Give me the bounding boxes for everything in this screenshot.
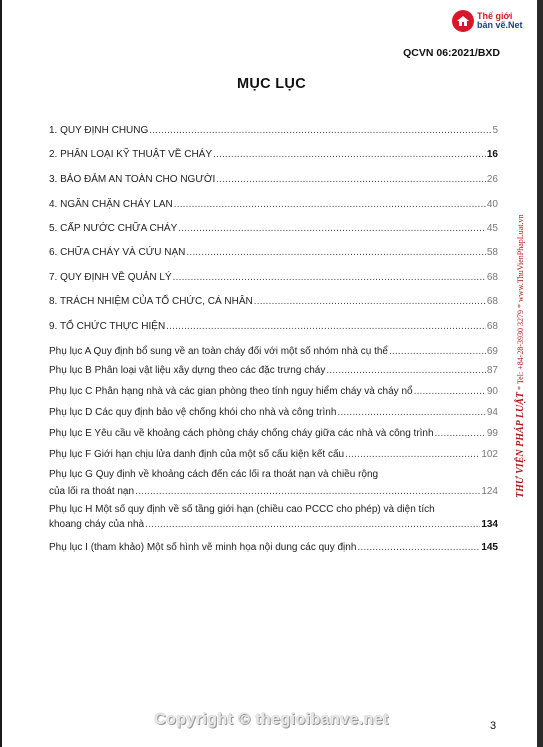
toc-entry[interactable]: Phụ lục B Phân loại vật liệu xây dựng theo các đặc trưng cháy ..... 87 bbox=[49, 364, 498, 378]
logo-line2: bản vẽ.Net bbox=[477, 20, 523, 30]
left-border bbox=[0, 0, 2, 747]
toc-entry[interactable]: Phụ lục D Các quy định bảo vệ chống khói cho nhà và công trình ..... 94 bbox=[49, 406, 498, 420]
logo-line1: Thế giới bbox=[477, 11, 513, 21]
toc-entry[interactable]: Phụ lục C Phân hạng nhà và các gian phòng theo tính nguy hiểm cháy và cháy nổ ..... 90 bbox=[49, 385, 498, 399]
side-contact: * Tel: +84-28-3930 3279 * www.ThuVienPhapLuat.vn bbox=[516, 214, 525, 390]
page-number: 3 bbox=[490, 720, 497, 732]
house-icon bbox=[452, 10, 474, 32]
toc-entry[interactable]: của lối ra thoát nạn ..... 124 bbox=[49, 485, 498, 499]
toc-entry[interactable]: 3. BẢO ĐẢM AN TOÀN CHO NGƯỜI ..... 26 bbox=[49, 173, 498, 187]
toc-entry[interactable]: 4. NGĂN CHẶN CHÁY LAN ..... 40 bbox=[49, 198, 498, 212]
toc-entry[interactable]: Phụ lục F Giới hạn chịu lửa danh định của một số cấu kiện kết cấu ..... 102 bbox=[49, 448, 498, 462]
toc-entry[interactable]: 7. QUY ĐỊNH VỀ QUẢN LÝ ..... 68 bbox=[49, 271, 498, 285]
toc-entry[interactable]: Phụ lục I (tham khảo) Một số hình vẽ minh họa nội dung các quy định ..... 145 bbox=[49, 541, 498, 555]
toc-entry[interactable]: 8. TRÁCH NHIỆM CỦA TỔ CHỨC, CÁ NHÂN ..... 68 bbox=[49, 295, 498, 309]
site-logo[interactable] bbox=[452, 10, 523, 32]
document-code: QCVN 06:2021/BXD bbox=[403, 47, 500, 59]
page-title: MỤC LỤC bbox=[237, 76, 306, 92]
toc-entry[interactable]: 9. TỔ CHỨC THỰC HIỆN ..... 68 bbox=[49, 320, 498, 334]
right-border bbox=[537, 0, 543, 747]
toc-entry[interactable]: 1. QUY ĐỊNH CHUNG ..... 5 bbox=[49, 124, 498, 138]
toc-entry[interactable]: Phụ lục A Quy định bổ sung về an toàn cháy đối với một số nhóm nhà cụ thể ..... 69 bbox=[49, 345, 498, 359]
toc-entry-line1[interactable]: Phụ lục G Quy định về khoảng cách đến các lối ra thoát nạn và chiều rộng bbox=[49, 469, 379, 480]
toc-entry[interactable]: khoang cháy của nhà ..... 134 bbox=[49, 518, 498, 532]
side-brand: THƯ VIỆN PHÁP LUẬT bbox=[515, 392, 526, 498]
toc-entry[interactable]: 2. PHÂN LOẠI KỸ THUẬT VỀ CHÁY ..... 16 bbox=[49, 148, 498, 162]
toc-entry[interactable]: 6. CHỮA CHÁY VÀ CỨU NẠN ..... 58 bbox=[49, 246, 498, 260]
toc-entry-line1[interactable]: Phụ lục H Một số quy định về số tầng giới hạn (chiều cao PCCC cho phép) và diện tích bbox=[49, 504, 435, 515]
toc-entry[interactable]: 5. CẤP NƯỚC CHỮA CHÁY ..... 45 bbox=[49, 222, 498, 236]
toc-entry[interactable]: Phụ lục E Yêu cầu về khoảng cách phòng cháy chống cháy giữa các nhà và công trình ..... 99 bbox=[49, 427, 498, 441]
copyright-watermark: Copyright © thegioibanve.net bbox=[154, 711, 389, 728]
